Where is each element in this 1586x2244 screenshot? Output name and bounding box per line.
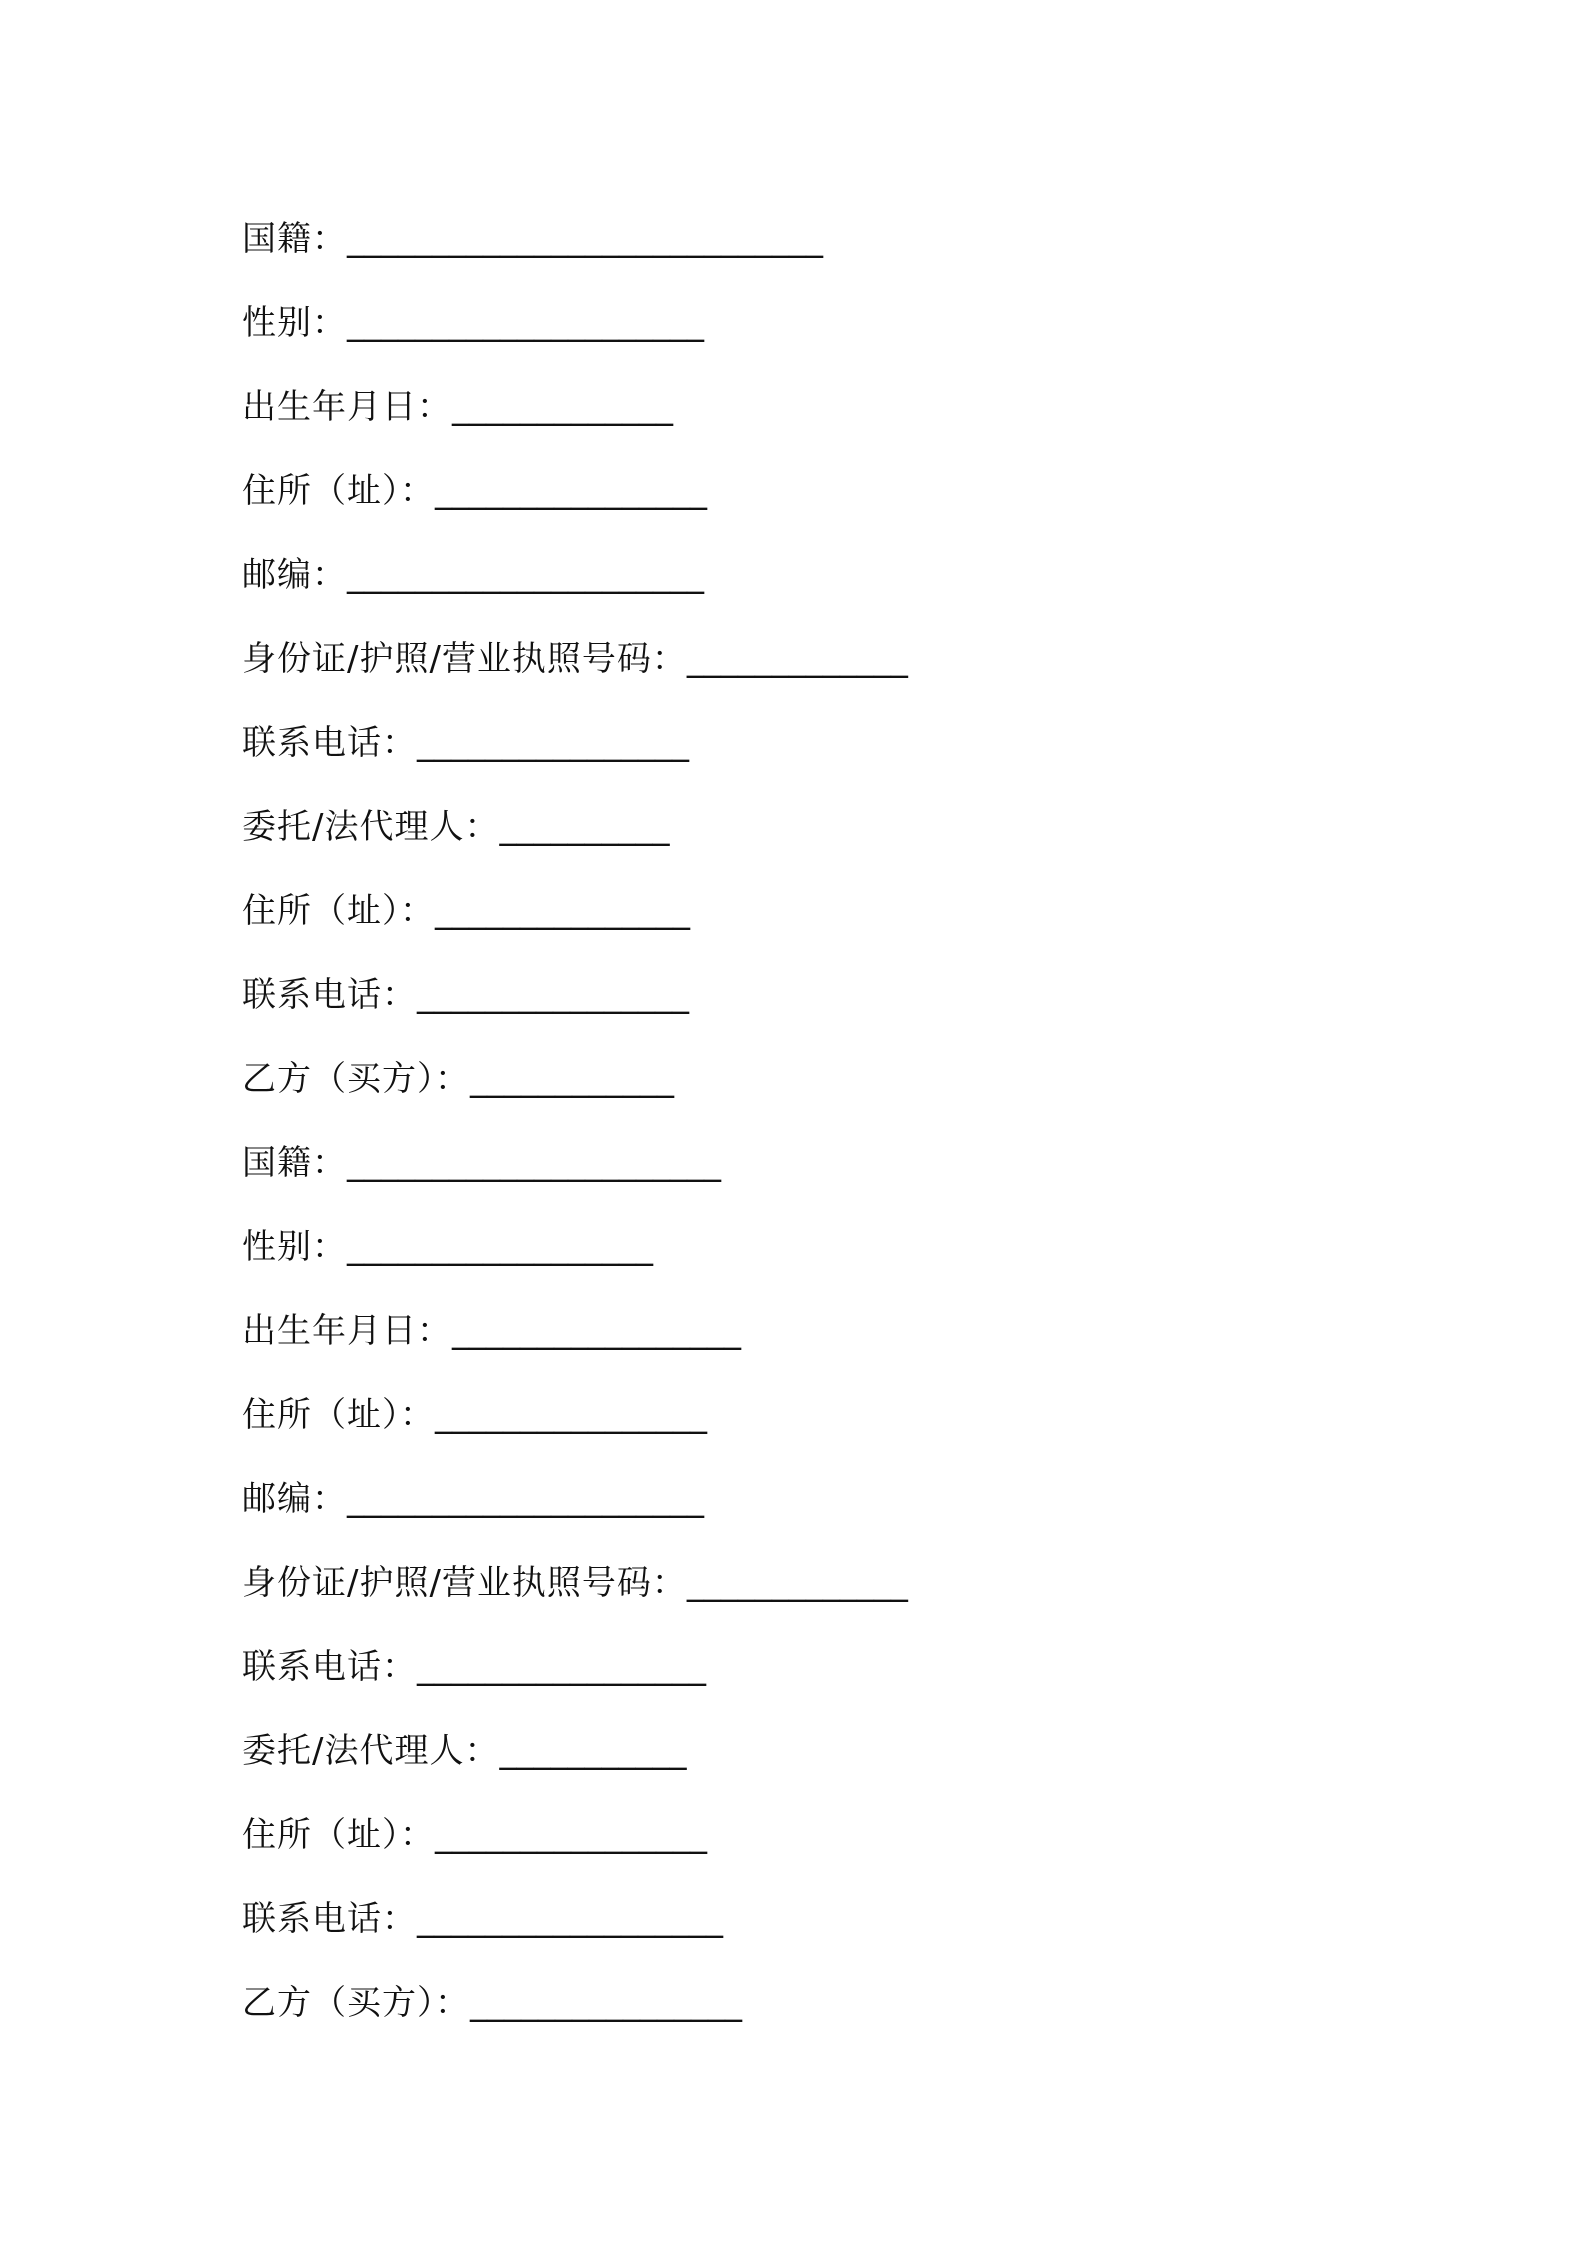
form-field-row (242, 617, 908, 701)
form-field-row (242, 1037, 908, 1121)
fill-in-blank: ___________ (499, 1731, 687, 1771)
field-label: 联系电话： (242, 723, 417, 763)
field-label: 身份证/护照/营业执照号码： (242, 639, 687, 679)
form-field-row (242, 785, 908, 869)
fill-in-blank: ________________ (435, 1395, 707, 1435)
form-field-row (242, 1121, 908, 1205)
field-label: 乙方（买方）： (242, 1983, 470, 2023)
form-field-list (242, 197, 908, 2045)
fill-in-blank: ____________ (470, 1059, 674, 1099)
field-label: 性别： (242, 1227, 347, 1267)
form-field-row (242, 533, 908, 617)
fill-in-blank: _____________ (452, 387, 673, 427)
field-label: 身份证/护照/营业执照号码： (242, 1563, 687, 1603)
field-label: 联系电话： (242, 1647, 417, 1687)
field-label: 住所（址）： (242, 891, 435, 931)
field-label: 联系电话： (242, 975, 417, 1015)
form-field-row (242, 281, 908, 365)
field-label: 住所（址）： (242, 1815, 435, 1855)
fill-in-blank: _________________ (417, 1647, 706, 1687)
form-field-row (242, 1373, 908, 1457)
form-field-row (242, 365, 908, 449)
form-field-row (242, 1289, 908, 1373)
fill-in-blank: ________________ (417, 975, 689, 1015)
form-field-row (242, 953, 908, 1037)
form-field-row (242, 1961, 908, 2045)
fill-in-blank: _____________________ (347, 555, 704, 595)
field-label: 出生年月日： (242, 387, 452, 427)
fill-in-blank: ______________________ (347, 1143, 721, 1183)
fill-in-blank: _______________ (435, 891, 690, 931)
fill-in-blank: __________________ (417, 1899, 723, 1939)
field-label: 委托/法代理人： (242, 1731, 500, 1771)
fill-in-blank: ________________ (470, 1983, 742, 2023)
fill-in-blank: _____________ (686, 639, 908, 679)
form-field-row (242, 1541, 908, 1625)
field-label: 国籍： (242, 219, 347, 259)
fill-in-blank: ________________ (435, 471, 707, 511)
field-label: 性别： (242, 303, 347, 343)
fill-in-blank: __________________ (347, 1227, 653, 1267)
field-label: 邮编： (242, 555, 347, 595)
form-field-row (242, 197, 908, 281)
fill-in-blank: _____________________ (347, 1479, 704, 1519)
form-field-row (242, 1625, 908, 1709)
field-label: 联系电话： (242, 1899, 417, 1939)
fill-in-blank: _________________ (452, 1311, 741, 1351)
field-label: 住所（址）： (242, 1395, 435, 1435)
fill-in-blank: _____________________ (347, 303, 704, 343)
form-field-row (242, 449, 908, 533)
field-label: 邮编： (242, 1479, 347, 1519)
field-label: 国籍： (242, 1143, 347, 1183)
form-field-row (242, 701, 908, 785)
field-label: 住所（址）： (242, 471, 435, 511)
fill-in-blank: __________ (499, 807, 670, 847)
form-field-row (242, 1457, 908, 1541)
fill-in-blank: ________________ (417, 723, 689, 763)
field-label: 出生年月日： (242, 1311, 452, 1351)
field-label: 委托/法代理人： (242, 807, 500, 847)
form-field-row (242, 1793, 908, 1877)
form-field-row (242, 1709, 908, 1793)
fill-in-blank: _____________ (686, 1563, 908, 1603)
form-field-row (242, 869, 908, 953)
form-field-row (242, 1877, 908, 1961)
form-field-row (242, 1205, 908, 1289)
field-label: 乙方（买方）： (242, 1059, 470, 1099)
fill-in-blank: ____________________________ (347, 219, 823, 259)
fill-in-blank: ________________ (435, 1815, 707, 1855)
